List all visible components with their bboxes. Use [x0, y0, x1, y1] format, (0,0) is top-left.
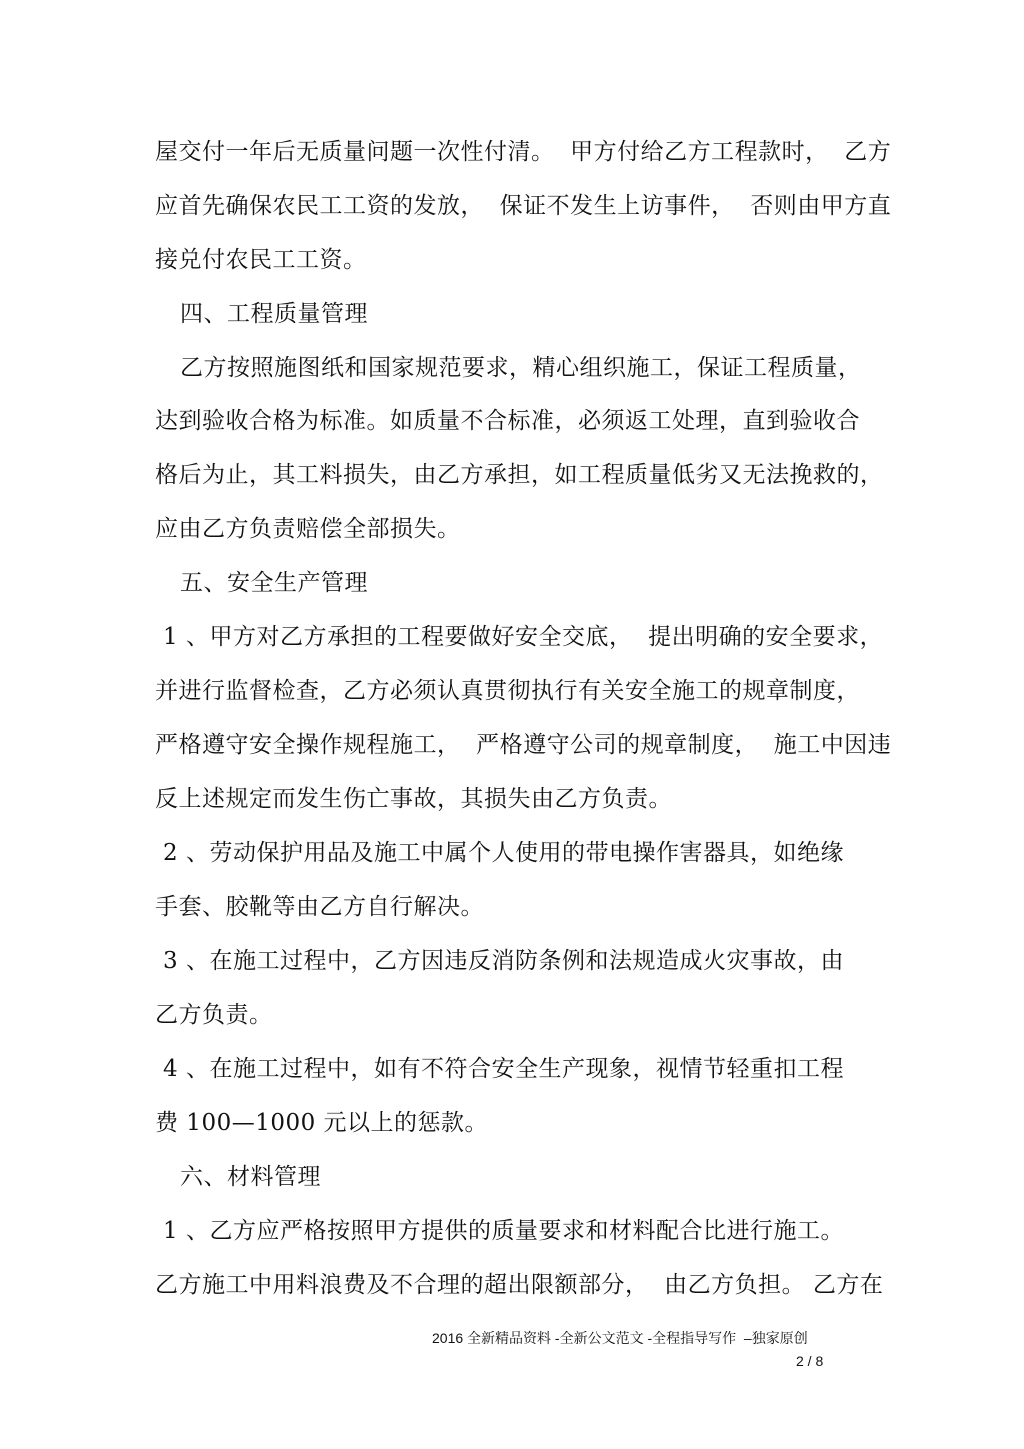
text-line: 1 、乙方应严格按照甲方提供的质量要求和材料配合比进行施工。: [163, 1218, 844, 1244]
text-line: 反上述规定而发生伤亡事故，其损失由乙方负责。: [155, 786, 672, 812]
text-line: 应由乙方负责赔偿全部损失。: [155, 516, 461, 542]
text-line: 格后为止，其工料损失，由乙方承担，如工程质量低劣又无法挽救的，: [155, 462, 884, 488]
text-line: 乙方按照施图纸和国家规范要求，精心组织施工，保证工程质量，: [180, 355, 862, 381]
section-heading: 六、材料管理: [180, 1164, 321, 1190]
footer-text: 2016 全新精品资料 -全新公文范文 -全程指导写作 –独家原创: [432, 1330, 808, 1346]
section-heading: 五、安全生产管理: [180, 570, 368, 596]
text-line: 屋交付一年后无质量问题一次性付清。 甲方付给乙方工程款时， 乙方: [155, 139, 892, 165]
section-heading: 四、工程质量管理: [180, 301, 368, 327]
text-line: 乙方施工中用料浪费及不合理的超出限额部分， 由乙方负担。 乙方在: [155, 1272, 884, 1298]
text-line: 严格遵守安全操作规程施工， 严格遵守公司的规章制度， 施工中因违: [155, 732, 892, 758]
text-line: 4 、在施工过程中，如有不符合安全生产现象，视情节轻重扣工程: [163, 1056, 844, 1082]
text-line: 接兑付农民工工资。: [155, 247, 367, 273]
text-line: 达到验收合格为标准。如质量不合标准，必须返工处理，直到验收合: [155, 408, 860, 434]
text-line: 手套、胶靴等由乙方自行解决。: [155, 894, 484, 920]
text-line: 1 、甲方对乙方承担的工程要做好安全交底， 提出明确的安全要求，: [163, 624, 884, 650]
text-line: 2 、劳动保护用品及施工中属个人使用的带电操作害器具，如绝缘: [163, 840, 844, 866]
text-line: 应首先确保农民工工资的发放， 保证不发生上访事件， 否则由甲方直: [155, 193, 892, 219]
text-line: 乙方负责。: [155, 1002, 273, 1028]
text-line: 并进行监督检查，乙方必须认真贯彻执行有关安全施工的规章制度，: [155, 678, 860, 704]
page-number: 2 / 8: [796, 1353, 824, 1369]
text-line: 费 100—1000 元以上的惩款。: [155, 1110, 489, 1136]
text-line: 3 、在施工过程中，乙方因违反消防条例和法规造成火灾事故，由: [163, 948, 844, 974]
